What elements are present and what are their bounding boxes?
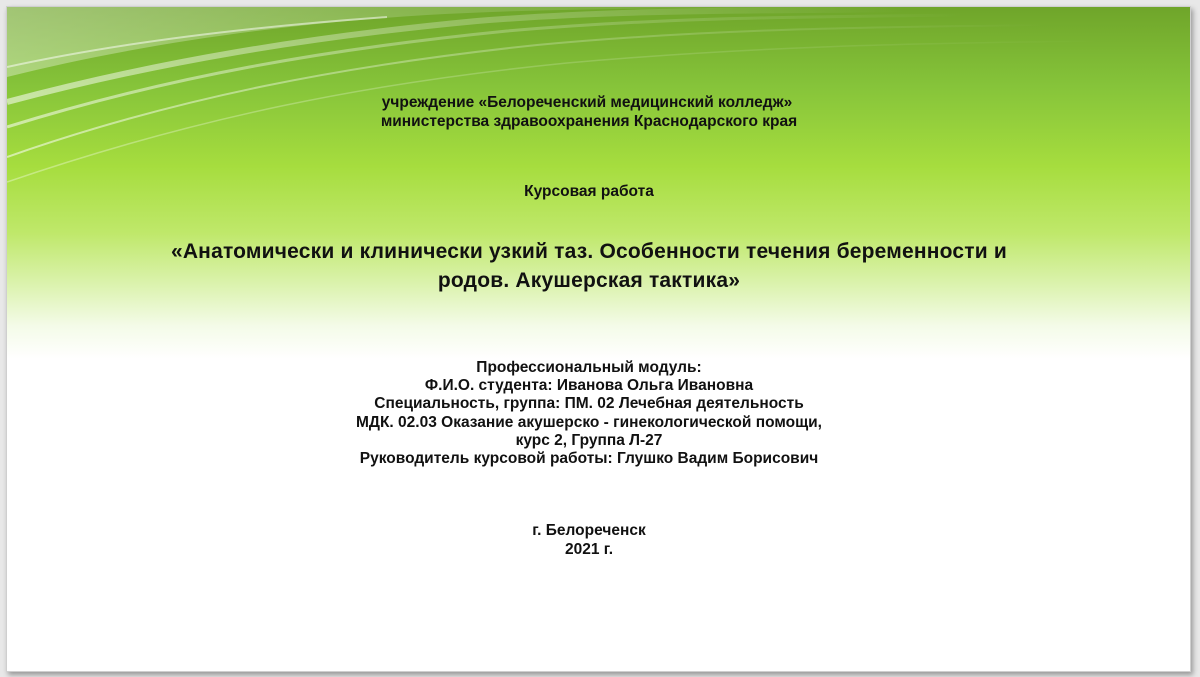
paper-title-line-2: родов. Акушерская тактика» [437, 269, 741, 292]
details-module: Профессиональный модуль: [476, 359, 702, 376]
details-specialty: Специальность, группа: ПМ. 02 Лечебная деятельность [374, 395, 804, 413]
footer-city: г. Белореченск [532, 522, 646, 539]
footer-year: 2021 г. [565, 541, 613, 558]
paper-title-line-1: «Анатомически и клинически узкий таз. Особенности течения беременности и [170, 240, 1008, 263]
document-type-label: Курсовая работа [524, 183, 654, 200]
decorative-swoosh [7, 7, 1190, 347]
institution-line-1: учреждение «Белореченский медицинский колледж» [381, 94, 793, 111]
details-block [7, 359, 1171, 468]
document-type [7, 182, 1171, 201]
institution-block [7, 93, 1171, 131]
paper-title [7, 237, 1171, 295]
title-slide [6, 6, 1191, 672]
details-supervisor: Руководитель курсовой работы: Глушко Вадим Борисович [359, 450, 819, 468]
details-student: Ф.И.О. студента: Иванова Ольга Ивановна [424, 377, 754, 395]
details-course-group: курс 2, Группа Л-27 [515, 431, 663, 449]
footer-block [7, 521, 1171, 559]
institution-line-2: министерства здравоохранения Краснодарского края [380, 113, 798, 130]
details-mdk: МДК. 02.03 Оказание акушерско - гинекологической помощи, [356, 413, 822, 431]
